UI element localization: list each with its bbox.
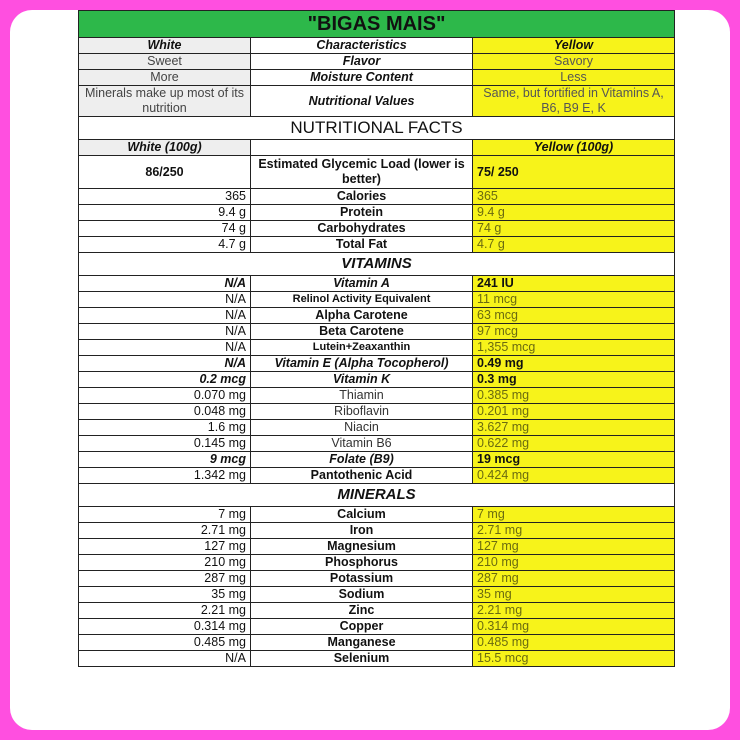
header-white: White bbox=[79, 38, 251, 54]
column-header-row bbox=[79, 140, 675, 156]
white-value: 287 mg bbox=[79, 571, 251, 587]
vitamins-heading-row bbox=[79, 253, 675, 276]
yellow-value: 0.3 mg bbox=[473, 372, 675, 388]
minerals-row bbox=[79, 587, 675, 603]
white-100g-header: White (100g) bbox=[79, 140, 251, 156]
vitamins-row bbox=[79, 468, 675, 484]
minerals-row bbox=[79, 523, 675, 539]
header-characteristics: Characteristics bbox=[251, 38, 473, 54]
comparison-table bbox=[78, 10, 675, 667]
nutrient-label: Vitamin A bbox=[251, 276, 473, 292]
header-yellow: Yellow bbox=[473, 38, 675, 54]
nutrition-heading: NUTRITIONAL FACTS bbox=[79, 117, 675, 140]
minerals-row bbox=[79, 539, 675, 555]
white-value: 365 bbox=[79, 189, 251, 205]
nutrition-heading-row bbox=[79, 117, 675, 140]
vitamins-row bbox=[79, 372, 675, 388]
white-value: 210 mg bbox=[79, 555, 251, 571]
yellow-glycemic: 75/ 250 bbox=[473, 156, 675, 189]
characteristic-label: Moisture Content bbox=[251, 70, 473, 86]
yellow-value: 97 mcg bbox=[473, 324, 675, 340]
white-value: 9 mcg bbox=[79, 452, 251, 468]
yellow-value: 287 mg bbox=[473, 571, 675, 587]
yellow-value: 0.201 mg bbox=[473, 404, 675, 420]
white-value: 4.7 g bbox=[79, 237, 251, 253]
white-value: N/A bbox=[79, 340, 251, 356]
yellow-value: 35 mg bbox=[473, 587, 675, 603]
page-title: "BIGAS MAIS" bbox=[79, 11, 675, 38]
nutrient-label: Carbohydrates bbox=[251, 221, 473, 237]
nutrient-label: Vitamin E (Alpha Tocopherol) bbox=[251, 356, 473, 372]
nutrient-label: Beta Carotene bbox=[251, 324, 473, 340]
vitamins-row bbox=[79, 292, 675, 308]
nutrient-label: Niacin bbox=[251, 420, 473, 436]
white-value: N/A bbox=[79, 651, 251, 667]
nutrient-label: Pantothenic Acid bbox=[251, 468, 473, 484]
header-row bbox=[79, 38, 675, 54]
yellow-value: 11 mcg bbox=[473, 292, 675, 308]
white-value: 1.342 mg bbox=[79, 468, 251, 484]
yellow-value: 1,355 mcg bbox=[473, 340, 675, 356]
white-value: N/A bbox=[79, 292, 251, 308]
nutrient-label: Manganese bbox=[251, 635, 473, 651]
nutrient-label: Total Fat bbox=[251, 237, 473, 253]
glycemic-row bbox=[79, 156, 675, 189]
vitamins-row bbox=[79, 388, 675, 404]
nutrient-label: Magnesium bbox=[251, 539, 473, 555]
white-value: 0.485 mg bbox=[79, 635, 251, 651]
nutrient-label: Alpha Carotene bbox=[251, 308, 473, 324]
characteristic-label: Flavor bbox=[251, 54, 473, 70]
yellow-value: 241 IU bbox=[473, 276, 675, 292]
vitamins-row bbox=[79, 340, 675, 356]
yellow-value: 0.485 mg bbox=[473, 635, 675, 651]
vitamins-row bbox=[79, 404, 675, 420]
column-header-spacer bbox=[251, 140, 473, 156]
comparison-row bbox=[79, 54, 675, 70]
white-value: 2.71 mg bbox=[79, 523, 251, 539]
yellow-value: Savory bbox=[473, 54, 675, 70]
yellow-value: 2.21 mg bbox=[473, 603, 675, 619]
nutrient-label: Folate (B9) bbox=[251, 452, 473, 468]
nutrient-label: Phosphorus bbox=[251, 555, 473, 571]
vitamins-row bbox=[79, 276, 675, 292]
minerals-row bbox=[79, 555, 675, 571]
yellow-value: 0.314 mg bbox=[473, 619, 675, 635]
minerals-row bbox=[79, 571, 675, 587]
minerals-row bbox=[79, 507, 675, 523]
minerals-row bbox=[79, 651, 675, 667]
basics-row bbox=[79, 205, 675, 221]
minerals-heading-row bbox=[79, 484, 675, 507]
white-value: Sweet bbox=[79, 54, 251, 70]
nutrient-label: Iron bbox=[251, 523, 473, 539]
white-value: N/A bbox=[79, 276, 251, 292]
nutrition-sheet bbox=[78, 10, 676, 730]
yellow-value: 19 mcg bbox=[473, 452, 675, 468]
vitamins-row bbox=[79, 356, 675, 372]
yellow-value: 7 mg bbox=[473, 507, 675, 523]
white-value: 0.070 mg bbox=[79, 388, 251, 404]
nutrient-label: Selenium bbox=[251, 651, 473, 667]
vitamins-row bbox=[79, 308, 675, 324]
glycemic-label: Estimated Glycemic Load (lower is better) bbox=[251, 156, 473, 189]
nutrient-label: Copper bbox=[251, 619, 473, 635]
white-value: 0.145 mg bbox=[79, 436, 251, 452]
yellow-value: 9.4 g bbox=[473, 205, 675, 221]
white-value: 0.314 mg bbox=[79, 619, 251, 635]
vitamins-row bbox=[79, 324, 675, 340]
white-value: 2.21 mg bbox=[79, 603, 251, 619]
title-row bbox=[79, 11, 675, 38]
white-value: N/A bbox=[79, 324, 251, 340]
yellow-100g-header: Yellow (100g) bbox=[473, 140, 675, 156]
white-value: 1.6 mg bbox=[79, 420, 251, 436]
yellow-value: 365 bbox=[473, 189, 675, 205]
nutrient-label: Riboflavin bbox=[251, 404, 473, 420]
white-value: 127 mg bbox=[79, 539, 251, 555]
white-value: 9.4 g bbox=[79, 205, 251, 221]
nutrient-label: Calories bbox=[251, 189, 473, 205]
nutrient-label: Calcium bbox=[251, 507, 473, 523]
white-value: More bbox=[79, 70, 251, 86]
nutrient-label: Thiamin bbox=[251, 388, 473, 404]
yellow-value: 63 mcg bbox=[473, 308, 675, 324]
yellow-value: 0.49 mg bbox=[473, 356, 675, 372]
vitamins-row bbox=[79, 420, 675, 436]
minerals-row bbox=[79, 635, 675, 651]
basics-row bbox=[79, 189, 675, 205]
nutrient-label: Lutein+Zeaxanthin bbox=[251, 340, 473, 356]
yellow-value: 127 mg bbox=[473, 539, 675, 555]
yellow-value: Less bbox=[473, 70, 675, 86]
vitamins-row bbox=[79, 436, 675, 452]
white-value: 0.048 mg bbox=[79, 404, 251, 420]
yellow-value: 4.7 g bbox=[473, 237, 675, 253]
yellow-value: 15.5 mcg bbox=[473, 651, 675, 667]
minerals-row bbox=[79, 619, 675, 635]
vitamins-heading: VITAMINS bbox=[79, 253, 675, 276]
white-value: 35 mg bbox=[79, 587, 251, 603]
nutrient-label: Vitamin K bbox=[251, 372, 473, 388]
yellow-value: Same, but fortified in Vitamins A, B6, B9 E, K bbox=[473, 86, 675, 117]
white-value: 7 mg bbox=[79, 507, 251, 523]
comparison-row bbox=[79, 70, 675, 86]
basics-row bbox=[79, 237, 675, 253]
nutrient-label: Zinc bbox=[251, 603, 473, 619]
comparison-row bbox=[79, 86, 675, 117]
nutrient-label: Potassium bbox=[251, 571, 473, 587]
image-frame bbox=[10, 10, 730, 730]
white-value: Minerals make up most of its nutrition bbox=[79, 86, 251, 117]
nutrient-label: Protein bbox=[251, 205, 473, 221]
white-value: 0.2 mcg bbox=[79, 372, 251, 388]
yellow-value: 3.627 mg bbox=[473, 420, 675, 436]
minerals-heading: MINERALS bbox=[79, 484, 675, 507]
vitamins-row bbox=[79, 452, 675, 468]
characteristic-label: Nutritional Values bbox=[251, 86, 473, 117]
yellow-value: 0.385 mg bbox=[473, 388, 675, 404]
white-value: N/A bbox=[79, 308, 251, 324]
yellow-value: 210 mg bbox=[473, 555, 675, 571]
white-glycemic: 86/250 bbox=[79, 156, 251, 189]
nutrient-label: Vitamin B6 bbox=[251, 436, 473, 452]
yellow-value: 0.424 mg bbox=[473, 468, 675, 484]
white-value: N/A bbox=[79, 356, 251, 372]
white-value: 74 g bbox=[79, 221, 251, 237]
yellow-value: 74 g bbox=[473, 221, 675, 237]
yellow-value: 0.622 mg bbox=[473, 436, 675, 452]
nutrient-label: Sodium bbox=[251, 587, 473, 603]
yellow-value: 2.71 mg bbox=[473, 523, 675, 539]
nutrient-label: Relinol Activity Equivalent bbox=[251, 292, 473, 308]
minerals-row bbox=[79, 603, 675, 619]
basics-row bbox=[79, 221, 675, 237]
